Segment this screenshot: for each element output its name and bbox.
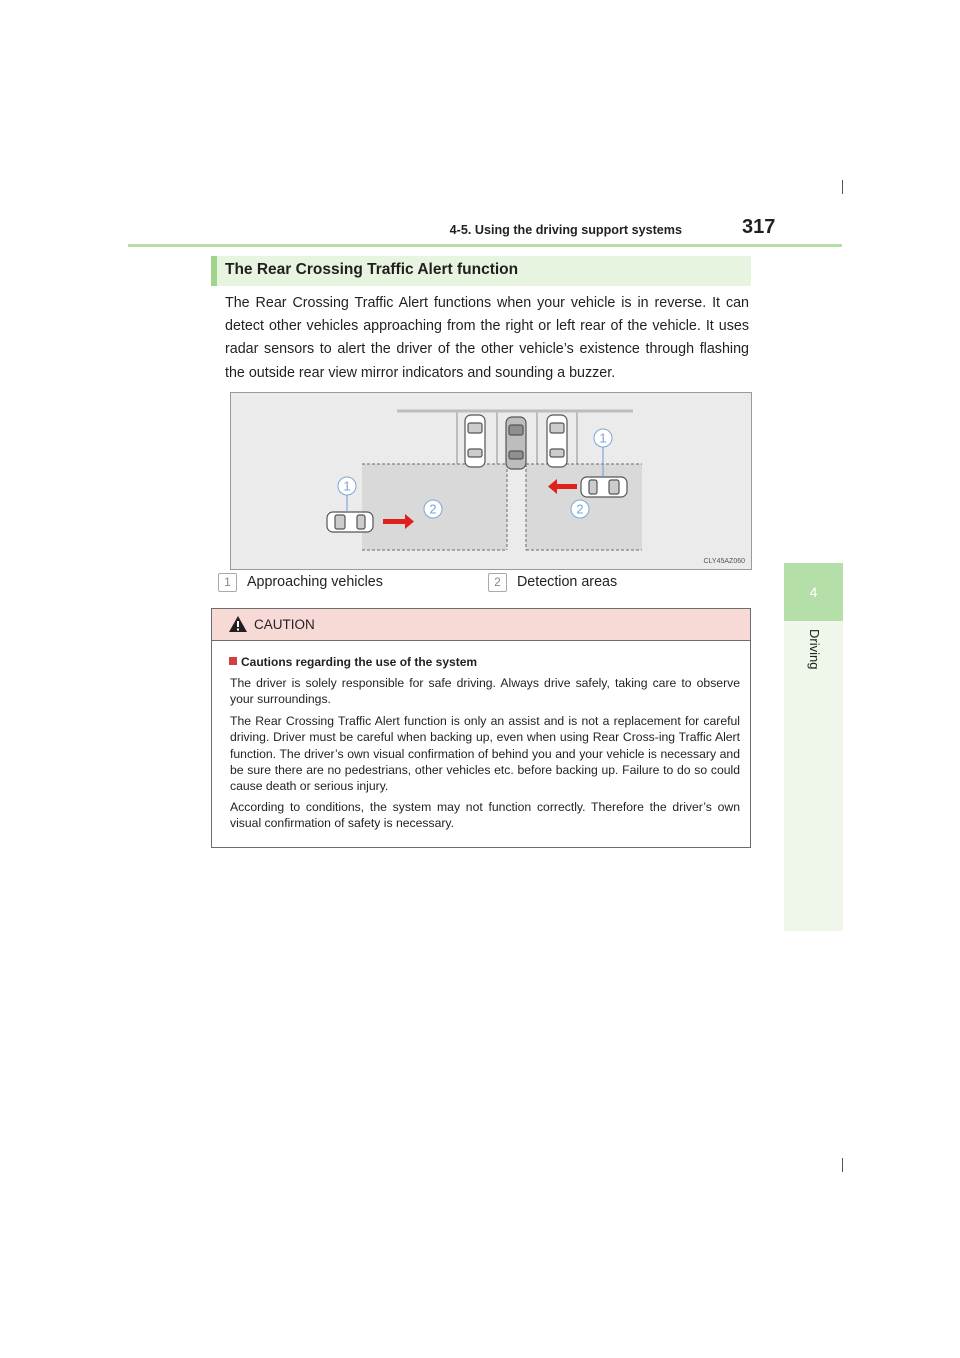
parked-car-2 — [547, 415, 567, 467]
chapter-label: Driving — [807, 629, 822, 670]
parking-lot-diagram — [231, 393, 751, 569]
caution-paragraph-2: The Rear Crossing Traffic Alert function is only an assist and is not a replacement for careful driving. Driver must be careful when backing up, even when using Rear Cross-ing Traffic Alert function. The driver’s own visual confirmation of behind you and your vehicle is necessary and be sure there are no pedestrians, other vehicles etc. before backing up. Failure to do so could cause death or serious injury. — [230, 714, 740, 794]
crop-mark-top — [842, 180, 843, 194]
section-heading — [211, 256, 751, 286]
caution-paragraph-1: The driver is solely responsible for safe driving. Always drive safely, taking care to observe your surroundings. — [230, 676, 740, 707]
page-number: 317 — [742, 216, 776, 238]
crop-mark-bottom — [842, 1158, 843, 1172]
header-rule — [128, 244, 842, 247]
section-heading-text: The Rear Crossing Traffic Alert function — [225, 261, 519, 278]
chapter-number: 4 — [809, 584, 818, 600]
legend-item-2 — [488, 573, 617, 592]
approaching-car-left — [327, 512, 373, 532]
parked-car-1 — [465, 415, 485, 467]
legend-number-2: 2 — [488, 573, 507, 592]
callout-2-left: 2 — [429, 501, 437, 517]
figure-code: CLY45AZ060 — [703, 558, 745, 565]
caution-subheading: Cautions regarding the use of the system — [229, 655, 477, 669]
approaching-car-right — [581, 477, 627, 497]
legend-label-1: Approaching vehicles — [246, 574, 383, 590]
running-header: 4-5. Using the driving support systems — [449, 223, 682, 237]
bullet-square-icon — [229, 657, 237, 665]
caution-header — [212, 609, 750, 641]
body-paragraph: The Rear Crossing Traffic Alert functions when your vehicle is in reverse. It can detect other vehicles approaching from the right or left rear of the vehicle. It uses radar sensors to alert the driver of the other vehicle’s existence through flashing the outside rear view mirror indicators and sounding a buzzer. — [225, 295, 749, 381]
warning-triangle-icon — [228, 615, 248, 633]
caution-title: CAUTION — [254, 617, 315, 632]
chapter-tab — [784, 563, 843, 621]
legend-label-2: Detection areas — [516, 574, 618, 590]
legend-item-1 — [218, 573, 383, 592]
caution-box — [211, 608, 751, 848]
caution-paragraph-3: According to conditions, the system may not function correctly. Therefore the driver’s own visual confirmation of safety is necessary. — [230, 800, 740, 831]
reversing-car — [506, 417, 526, 469]
callout-1-right: 1 — [599, 430, 607, 446]
callout-1-left: 1 — [343, 478, 351, 494]
callout-2-right: 2 — [576, 501, 584, 517]
legend-number-1: 1 — [218, 573, 237, 592]
rcta-illustration — [230, 392, 752, 570]
